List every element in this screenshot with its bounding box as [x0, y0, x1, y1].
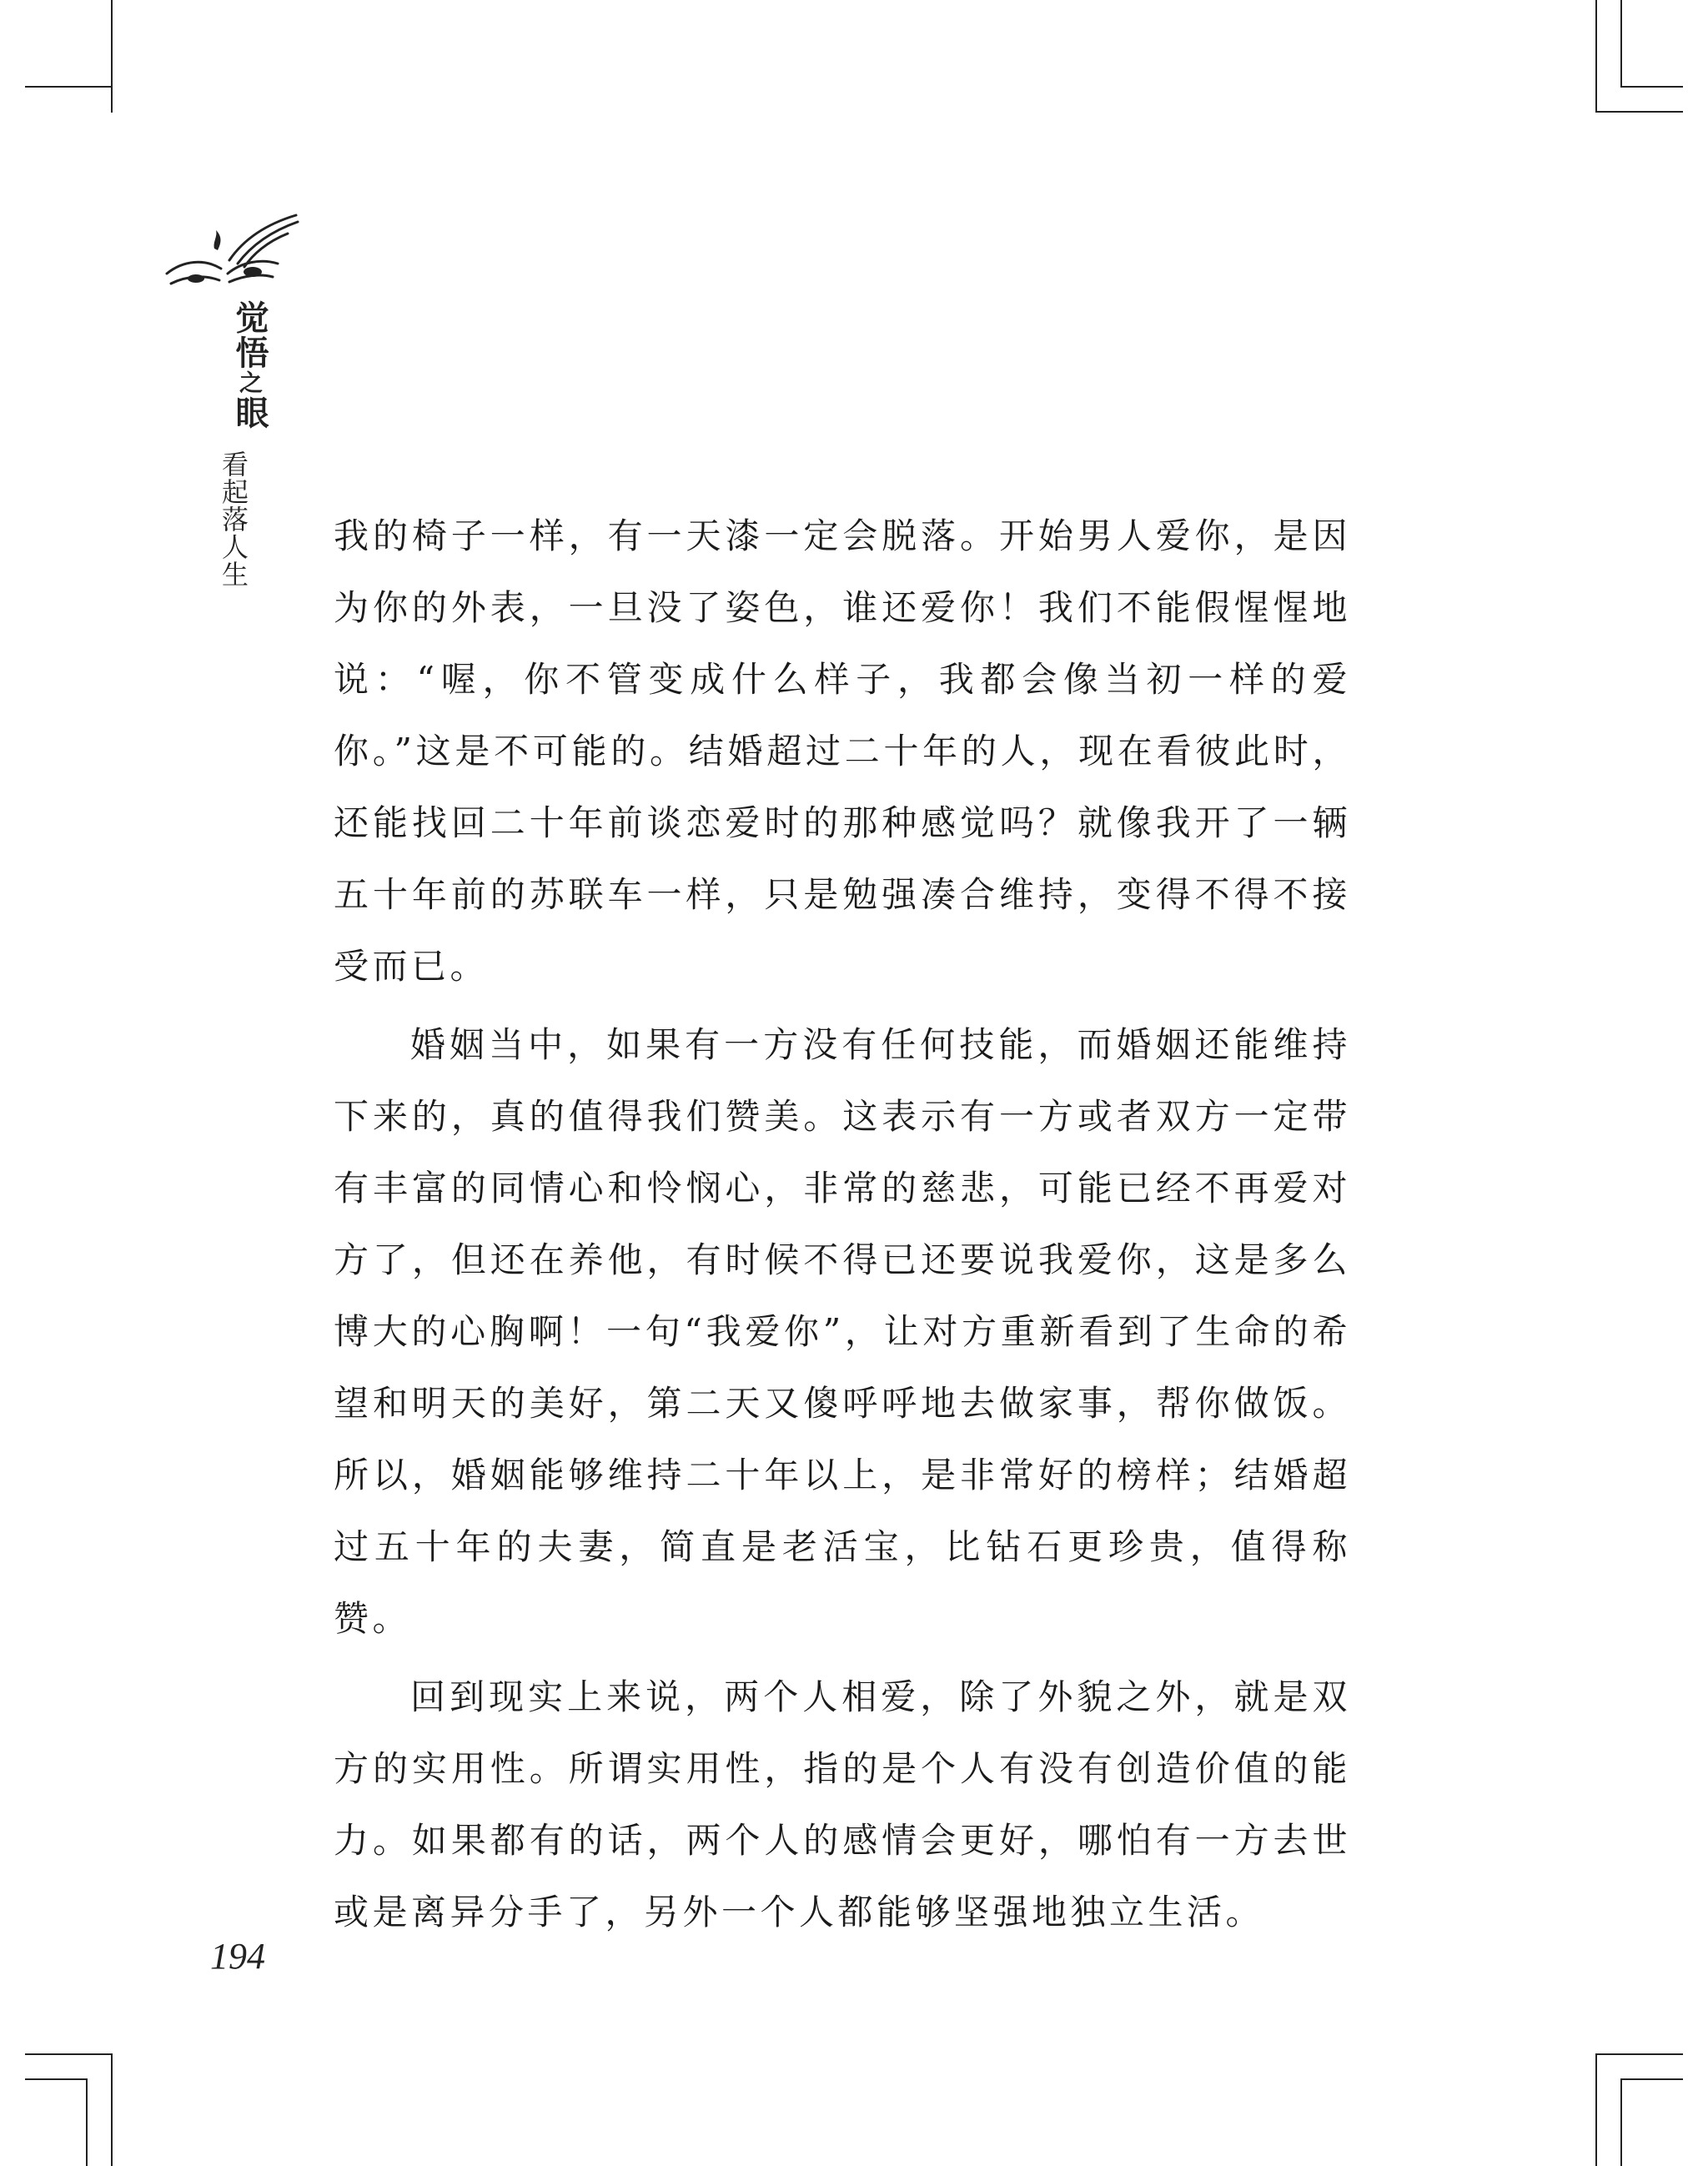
eyes-emblem-icon [163, 209, 309, 304]
crop-mark-bottom-right-inner-vertical [1620, 2078, 1622, 2166]
paragraph-1: 我的椅子一样，有一天漆一定会脱落。开始男人爱你，是因为你的外表，一旦没了姿色，谁还爱你！我们不能假惺惺地说：“喔，你不管变成什么样子，我都会像当初一样的爱你。”这是不可能的。结婚超过二十年的人，现在看彼此时，还能找回二十年前谈恋爱时的那种感觉吗？就像我开了一辆五十年前的苏联车一样，只是勉强凑合维持，变得不得不接受而已。 [334, 515, 1351, 987]
crop-mark-bottom-left-horizontal [25, 2053, 113, 2055]
paragraph-2: 婚姻当中，如果有一方没有任何技能，而婚姻还能维持下来的，真的值得我们赞美。这表示有一方或者双方一定带有丰富的同情心和怜悯心，非常的慈悲，可能已经不再爱对方了，但还在养他，有时候不得已还要说我爱你，这是多么博大的心胸啊！一句“我爱你”，让对方重新看到了生命的希望和明天的美好，第二天又傻呼呼地去做家事，帮你做饭。所以，婚姻能够维持二十年以上，是非常好的榜样；结婚超过五十年的夫妻，简直是老活宝，比钻石更珍贵，值得称赞。 [334, 1024, 1351, 1639]
book-subtitle: 看起落人生 [218, 450, 249, 588]
crop-mark-top-right-inner-vertical [1620, 0, 1622, 88]
crop-mark-bottom-right-inner-horizontal [1620, 2078, 1683, 2080]
crop-mark-top-left-vertical [111, 0, 113, 113]
book-title-part1: 觉悟 [230, 300, 269, 370]
book-title-connector: 之 [236, 370, 264, 395]
crop-mark-top-left-horizontal [25, 86, 113, 88]
paragraph-3: 回到现实上来说，两个人相爱，除了外貌之外，就是双方的实用性。所谓实用性，指的是个人有没有创造价值的能力。如果都有的话，两个人的感情会更好，哪怕有一方去世或是离异分手了，另外一个人都能够坚强地独立生活。 [334, 1676, 1351, 1932]
crop-mark-bottom-right-horizontal [1595, 2053, 1683, 2055]
crop-mark-top-right-horizontal [1595, 111, 1683, 113]
crop-mark-bottom-left-inner-vertical [86, 2078, 88, 2166]
book-title-part2: 眼 [230, 395, 269, 430]
body-text [334, 500, 1351, 1948]
page-number: 194 [210, 1936, 265, 1977]
crop-mark-top-right-vertical [1595, 0, 1597, 113]
crop-mark-bottom-right-vertical [1595, 2053, 1597, 2166]
book-title [219, 300, 269, 430]
crop-mark-bottom-left-inner-horizontal [25, 2078, 88, 2080]
crop-mark-bottom-left-vertical [111, 2053, 113, 2166]
crop-mark-top-right-inner-horizontal [1620, 86, 1683, 88]
